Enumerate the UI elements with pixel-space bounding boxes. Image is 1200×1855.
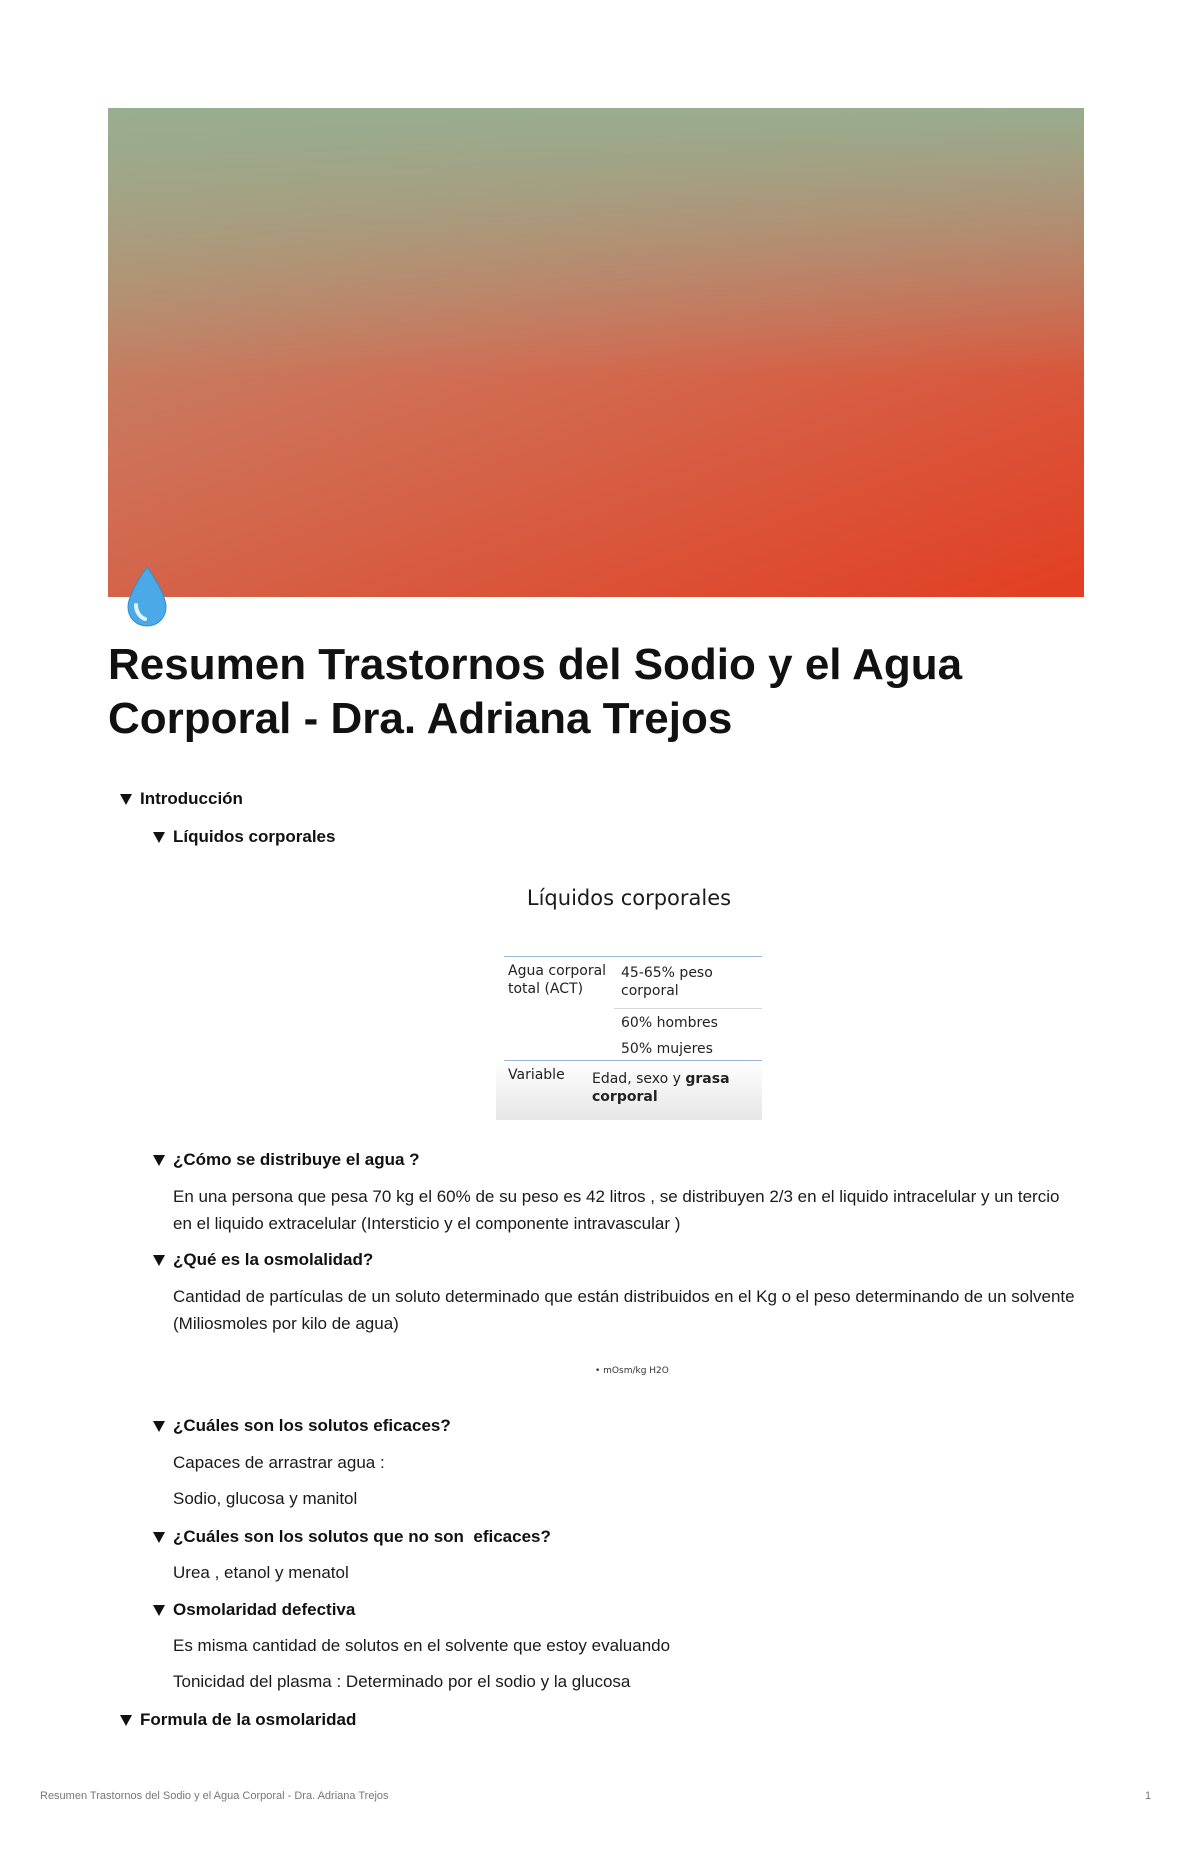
table-cell: corporal [592, 1089, 658, 1105]
paragraph: Urea , etanol y menatol [173, 1563, 349, 1582]
toggle-solutos-no-eficaces[interactable] [153, 1527, 551, 1547]
toggle-label: ¿Cuáles son los solutos eficaces? [173, 1416, 451, 1435]
triangle-down-icon [153, 1532, 165, 1543]
paragraph: En una persona que pesa 70 kg el 60% de su peso es 42 litros , se distribuyen 2/3 en el liquido intracelular y un tercio en el liquido extracelular (Intersticio y el componente intravascular ) [173, 1187, 1060, 1233]
table-cell: 50% mujeres [621, 1041, 713, 1057]
toggle-solutos-eficaces[interactable] [153, 1416, 451, 1436]
toggle-label: Osmolaridad defectiva [173, 1600, 356, 1619]
triangle-down-icon [153, 832, 165, 843]
toggle-liquidos-corporales[interactable] [153, 827, 335, 847]
triangle-down-icon [120, 794, 132, 805]
triangle-down-icon [153, 1421, 165, 1432]
table-cell: Agua corporal [508, 963, 607, 979]
footer-title: Resumen Trastornos del Sodio y el Agua Corporal - Dra. Adriana Trejos [40, 1790, 389, 1802]
paragraph: Tonicidad del plasma : Determinado por el sodio y la glucosa [173, 1672, 631, 1691]
triangle-down-icon [120, 1715, 132, 1726]
table-divider [504, 956, 762, 957]
toggle-como-distribuye[interactable] [153, 1150, 420, 1170]
table-cell: Variable [508, 1067, 565, 1083]
toggle-label: ¿Cuáles son los solutos que no son eficaces? [173, 1527, 551, 1546]
table-divider [614, 1008, 762, 1009]
table-cell: 60% hombres [621, 1015, 718, 1031]
toggle-label: ¿Cómo se distribuye el agua ? [173, 1150, 420, 1169]
table-cell: total (ACT) [508, 981, 584, 997]
table-cell: corporal [621, 983, 679, 999]
toggle-label: ¿Qué es la osmolalidad? [173, 1250, 374, 1269]
toggle-label: Introducción [140, 789, 243, 808]
paragraph: Cantidad de partículas de un soluto determinado que están distribuidos en el Kg o el peso determinando de un solvente (Miliosmoles por kilo de agua) [173, 1287, 1075, 1333]
toggle-label: Formula de la osmolaridad [140, 1710, 357, 1729]
triangle-down-icon [153, 1255, 165, 1266]
toggle-introduccion[interactable] [120, 789, 243, 809]
paragraph: Sodio, glucosa y manitol [173, 1489, 358, 1508]
paragraph: Capaces de arrastrar agua : [173, 1453, 385, 1472]
table-cell: 45-65% peso [621, 965, 713, 981]
toggle-osmolaridad-defectiva[interactable] [153, 1600, 355, 1620]
liquidos-corporales-table-image [496, 878, 762, 1120]
droplet-icon [122, 565, 172, 629]
mosm-image: • mOsm/kg H2O [595, 1366, 669, 1376]
toggle-label: Líquidos corporales [173, 827, 336, 846]
table-text-bold: grasa [685, 1071, 730, 1087]
paragraph: Es misma cantidad de solutos en el solvente que estoy evaluando [173, 1636, 671, 1655]
table-divider [504, 1060, 762, 1061]
toggle-osmolalidad[interactable] [153, 1250, 373, 1270]
page-number: 1 [1145, 1790, 1152, 1802]
triangle-down-icon [153, 1155, 165, 1166]
toggle-formula-osmolaridad[interactable] [120, 1710, 356, 1730]
table-title: Líquidos corporales [526, 886, 732, 910]
page-title: Resumen Trastornos del Sodio y el Agua Corporal - Dra. Adriana Trejos [108, 640, 963, 743]
table-text: Edad, sexo y [592, 1071, 686, 1087]
table-cell [592, 1070, 730, 1088]
cover-image [108, 108, 1084, 597]
triangle-down-icon [153, 1605, 165, 1616]
